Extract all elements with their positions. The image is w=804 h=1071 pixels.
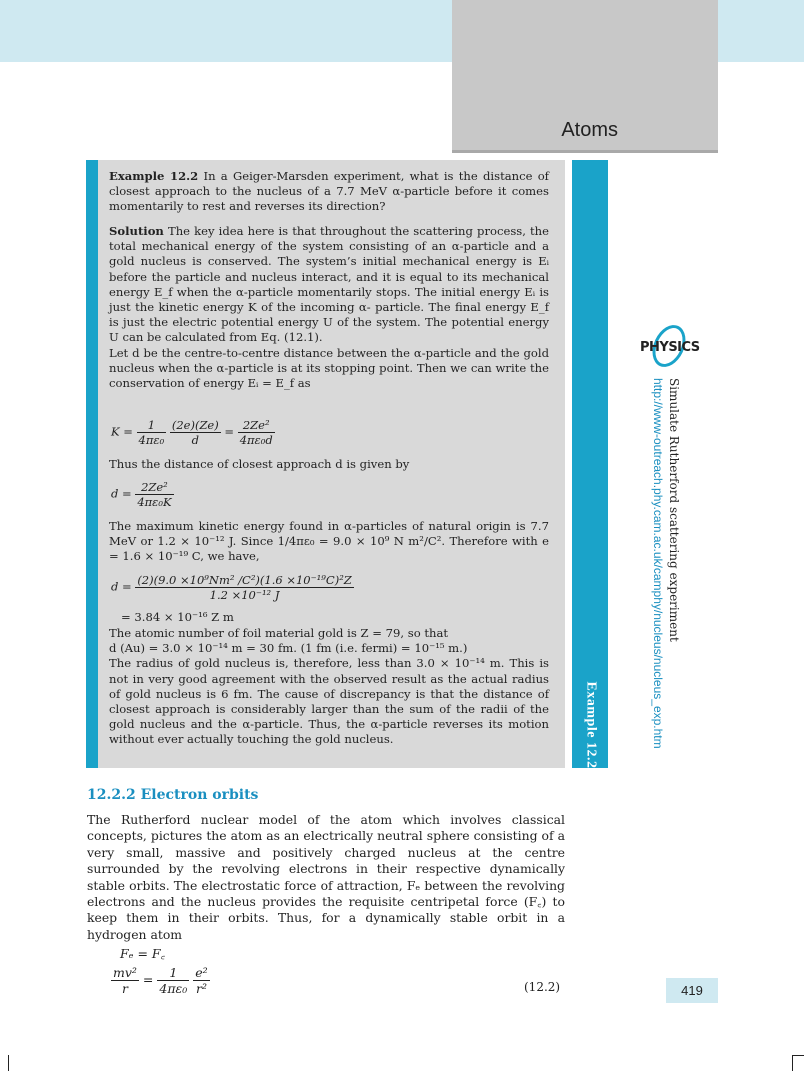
eq-cp-equals: = <box>142 972 154 987</box>
eq1-frac2-num: (2e)(Ze) <box>171 418 219 432</box>
eq-cp-frac1-den: r <box>121 981 128 996</box>
section-body <box>87 812 565 943</box>
eq-force-line: Fₑ = F꜀ <box>120 946 165 961</box>
eq3-den: 1.2 ×10⁻¹² J <box>209 588 280 602</box>
physics-logo <box>640 324 698 370</box>
sidebar-title: Simulate Rutherford scattering experiment <box>667 378 681 642</box>
eq-cp-frac2-num: 1 <box>157 965 189 981</box>
chapter-title: Atoms <box>561 119 618 141</box>
eq-cp-frac2-den: 4πε₀ <box>159 981 188 996</box>
section-paragraph: The Rutherford nuclear model of the atom which involves classical concepts, pictures the atom as an electrically neutral sphere consisting of a very small, massive and positively charged nucleus at the centre surrounded by the revolving electrons in their respective dynamically stable orbits. The electrostatic force of attraction, Fₑ between the revolving electrons and the nucleus provides the requisite centripetal force (F꜀) to keep them in their orbits. Thus, for a dynamically stable orbit in a hydrogen atom <box>87 812 565 942</box>
equation-centripetal <box>111 965 210 996</box>
page-number: 419 <box>681 983 703 998</box>
example-left-bar <box>86 160 98 768</box>
eq2-den: 4πε₀K <box>137 495 172 509</box>
eq3-lhs: d = <box>111 579 132 594</box>
gold-distance: d (Au) = 3.0 × 10⁻¹⁴ m = 30 fm. (1 fm (i.e. fermi) = 10⁻¹⁵ m.) <box>109 641 468 656</box>
max-energy-paragraph: The maximum kinetic energy found in α-particles of natural origin is 7.7 MeV or 1.2 × 10⁻¹² J. Since 1/4πε₀ = 9.0 × 10⁹ N m²/C². Therefore with e = 1.6 × 10⁻¹⁹ C, we have, <box>109 519 549 564</box>
max-energy-text <box>109 519 549 565</box>
crop-mark-right-h <box>792 1055 804 1056</box>
equation-number: (12.2) <box>524 980 561 994</box>
gold-sentence: The atomic number of foil material gold is Z = 79, so that <box>109 626 449 640</box>
eq1-frac3-num: 2Ze² <box>238 418 275 433</box>
example-side-bar <box>572 160 608 768</box>
gold-text <box>109 626 549 748</box>
eq1-equals: = <box>224 424 235 439</box>
equation-numeric <box>111 573 354 602</box>
equation-closest-approach <box>111 480 174 509</box>
eq1-frac1-den: 4πε₀ <box>138 433 165 447</box>
page-number-box <box>666 978 718 1003</box>
eq-cp-frac3-den: r² <box>195 981 207 996</box>
crop-mark-right-v <box>792 1055 793 1071</box>
example-solution <box>109 224 549 391</box>
eq3-result: = 3.84 × 10⁻¹⁶ Z m <box>121 610 234 624</box>
solution-paragraph-1: The key idea here is that throughout the scattering process, the total mechanical energy of the system consisting of an α-particle and a gold nucleus is conserved. The system’s initial mechanical energy is Eᵢ before the particle and nucleus interact, and it is equal to its mechanical energy E_f when the α-particle momentarily stops. The initial energy Eᵢ is just the kinetic energy K of the incoming α- particle. The final energy E_f is just the electric potential energy U of the system. The potential energy U can be calculated from Eq. (12.1). <box>109 224 549 345</box>
example-side-label <box>572 680 608 770</box>
eq1-frac1-num: 1 <box>137 418 167 433</box>
chapter-title-box <box>452 0 718 153</box>
closest-approach-sentence: Thus the distance of closest approach d is given by <box>109 457 410 471</box>
closest-approach-text <box>109 457 549 472</box>
eq1-frac2-den: d <box>191 433 199 447</box>
example-question-label: Example 12.2 <box>109 169 199 183</box>
eq-cp-frac1-num: mv² <box>113 965 137 980</box>
solution-label: Solution <box>109 224 164 238</box>
physics-logo-text: PHYSICS <box>640 340 700 355</box>
equation-energy-conservation <box>111 418 275 447</box>
section-heading: 12.2.2 Electron orbits <box>87 787 259 803</box>
sidebar-resource <box>650 378 682 788</box>
example-question <box>109 169 549 215</box>
eq2-lhs: d = <box>111 486 132 501</box>
eq2-num: 2Ze² <box>135 480 173 495</box>
eq3-num: (2)(9.0 ×10⁹Nm² /C²)(1.6 ×10⁻¹⁹C)²Z <box>137 573 352 587</box>
equation-result <box>121 610 541 625</box>
radius-paragraph: The radius of gold nucleus is, therefore, less than 3.0 × 10⁻¹⁴ m. This is not in very good agreement with the observed result as the actual radius of gold nucleus is 6 fm. The cause of discrepancy is that the distance of closest approach is considerably larger than the sum of the radii of the gold nucleus and the α-particle. Thus, the α-particle reverses its motion without ever actually touching the gold nucleus. <box>109 656 549 747</box>
crop-mark-left <box>8 1055 9 1071</box>
solution-paragraph-2: Let d be the centre-to-centre distance between the α-particle and the gold nucleus when the α-particle is at its stopping point. Then we can write the conservation of energy Eᵢ = E_f as <box>109 345 549 391</box>
eq1-lhs: K = <box>111 424 133 439</box>
eq-cp-frac3-num: e² <box>195 965 208 980</box>
sidebar-url-link[interactable]: http://www-outreach.phy.cam.ac.uk/camphy/nucleus/nucleus_exp.htm <box>651 378 665 749</box>
equation-force-balance <box>120 945 165 962</box>
example-question-text: In a Geiger-Marsden experiment, what is the distance of closest approach to the nucleus of a 7.7 MeV α-particle before it comes momentarily to rest and reverses its direction? <box>109 169 549 214</box>
example-side-text: Example 12.2 <box>583 681 599 769</box>
eq1-frac3-den: 4πε₀d <box>239 433 273 447</box>
